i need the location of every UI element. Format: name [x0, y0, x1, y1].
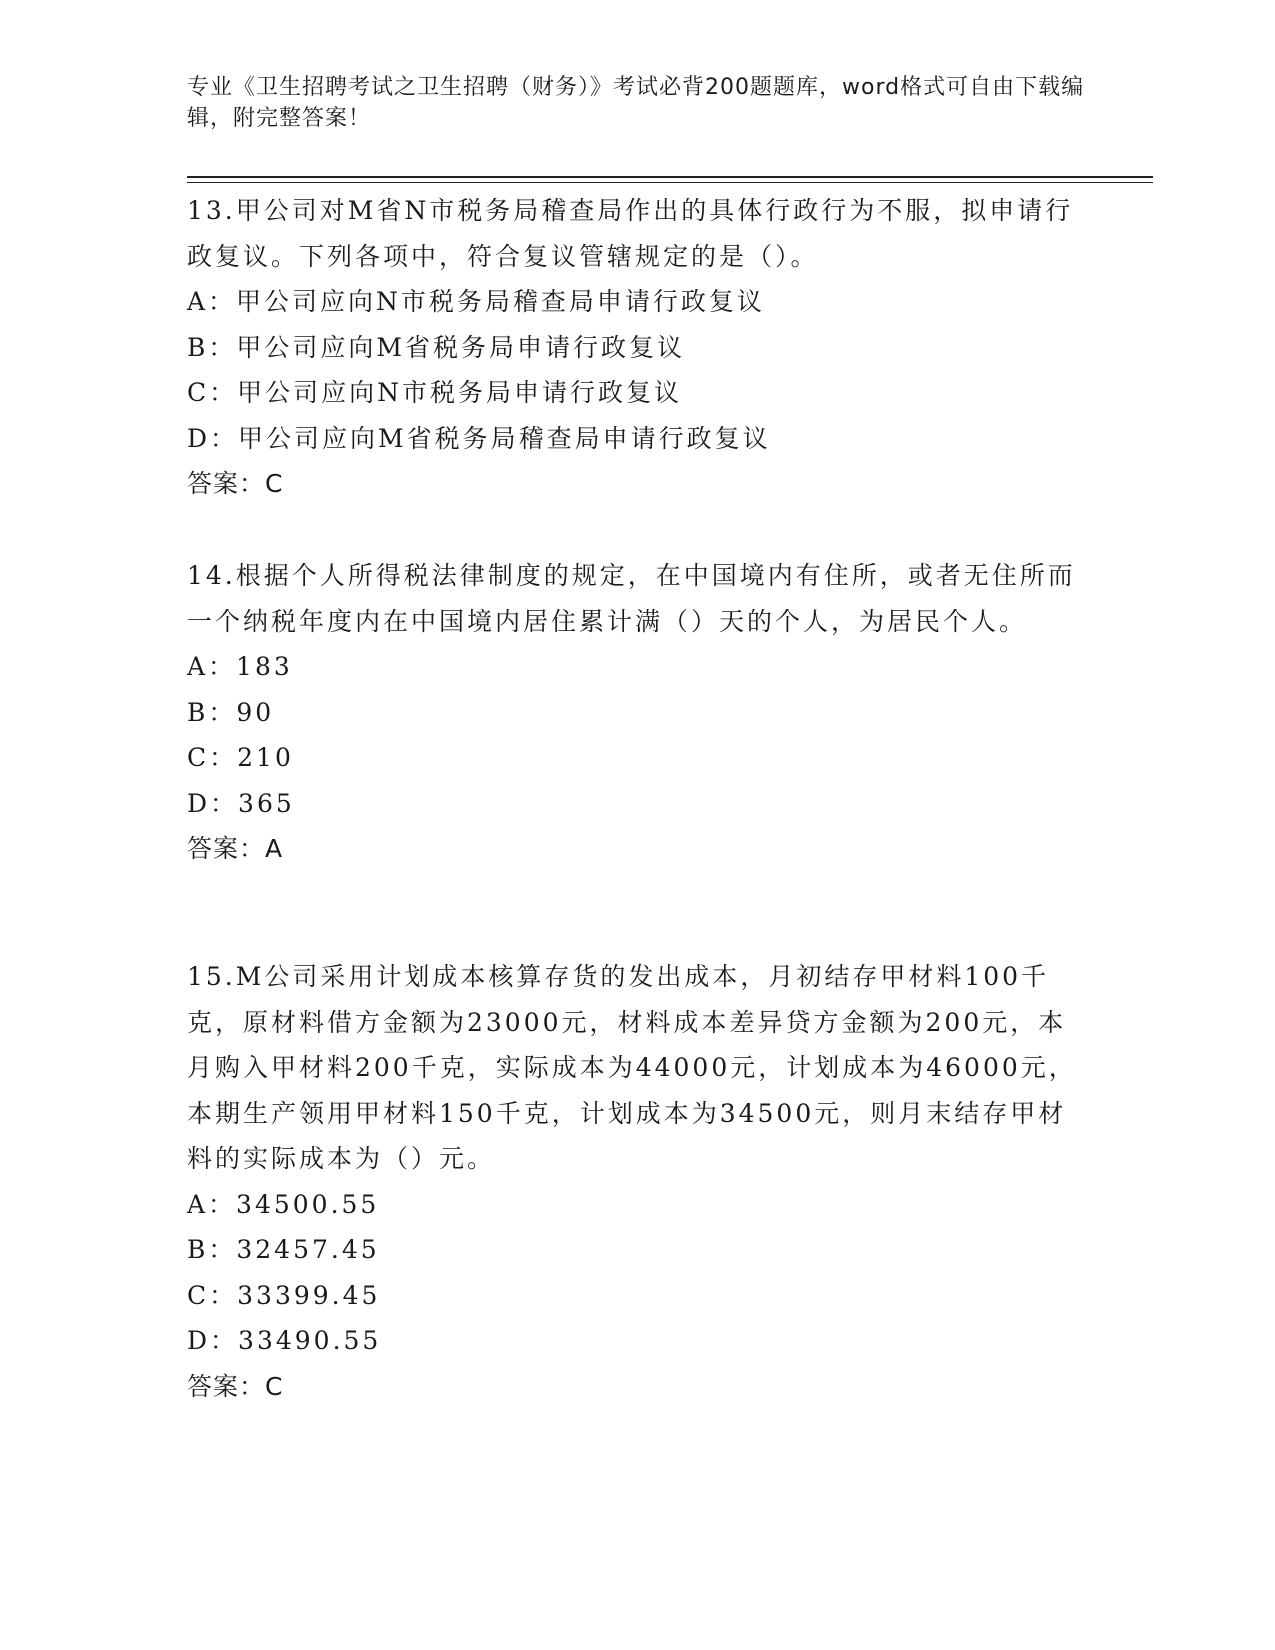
- option-b: B：甲公司应向M省税务局申请行政复议: [187, 332, 685, 362]
- option-a: A：183: [187, 652, 293, 681]
- option-d: D：甲公司应向M省税务局稽查局申请行政复议: [187, 423, 771, 453]
- header-divider-thin: [187, 182, 1153, 183]
- question-15: [187, 954, 1087, 1409]
- option-c: C：210: [187, 743, 294, 772]
- header-divider: [187, 176, 1153, 178]
- question-13: [187, 188, 1087, 506]
- question-stem: 13.甲公司对M省N市税务局稽查局作出的具体行政行为不服，拟申请行政复议。下列各项中，符合复议管辖规定的是（）。: [187, 196, 1074, 271]
- option-c: C：33399.45: [187, 1280, 381, 1310]
- answer-line: 答案：A: [187, 834, 284, 863]
- question-stem: 15.M公司采用计划成本核算存货的发出成本，月初结存甲材料100千克，原材料借方金额为23000元，材料成本差异贷方金额为200元，本月购入甲材料200千克，实际成本为44000元，计划成本为46000元，本期生产领用甲材料150千克，计划成本为34500元，则月末结存甲材料的实际成本为（）元。: [187, 962, 1077, 1173]
- option-d: D：33490.55: [187, 1326, 382, 1355]
- option-a: A：甲公司应向N市税务局稽查局申请行政复议: [187, 287, 765, 316]
- answer-line: 答案：C: [187, 1371, 284, 1401]
- question-14: [187, 553, 1087, 871]
- document-header: 专业《卫生招聘考试之卫生招聘（财务）》考试必背200题题库，word格式可自由下载编辑，附完整答案！: [187, 75, 1085, 131]
- question-stem: 14.根据个人所得税法律制度的规定，在中国境内有住所，或者无住所而一个纳税年度内在中国境内居住累计满（）天的个人，为居民个人。: [187, 561, 1076, 636]
- option-a: A：34500.55: [187, 1189, 380, 1219]
- option-b: B：90: [187, 697, 275, 727]
- answer-line: 答案：C: [187, 469, 284, 498]
- option-d: D：365: [187, 788, 295, 818]
- option-b: B：32457.45: [187, 1235, 380, 1264]
- option-c: C：甲公司应向N市税务局申请行政复议: [187, 378, 683, 407]
